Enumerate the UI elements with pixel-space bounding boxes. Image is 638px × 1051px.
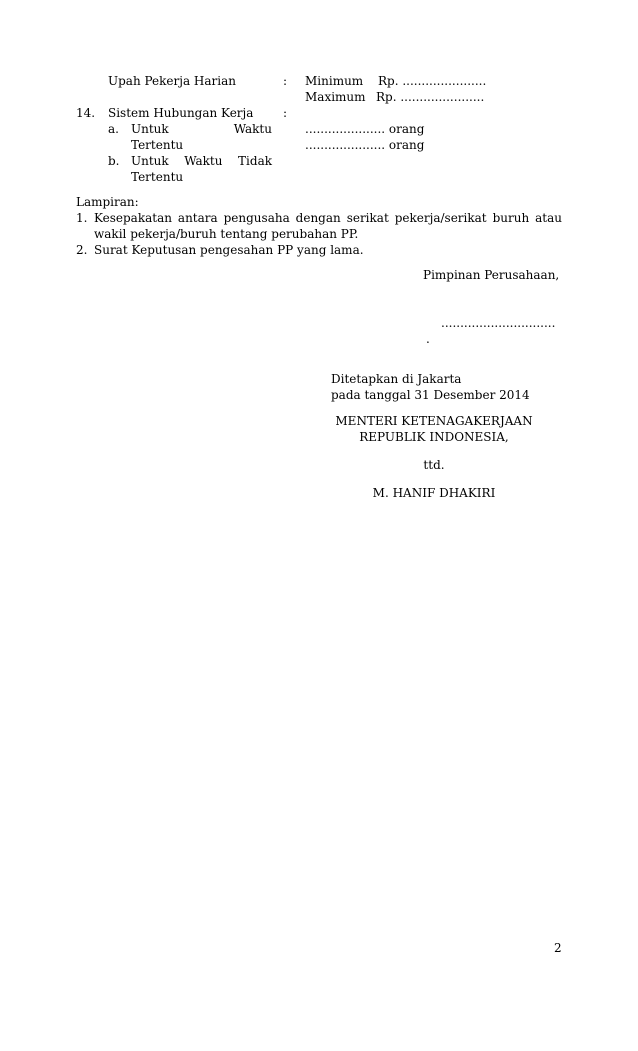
wage-colon: : bbox=[283, 74, 288, 88]
item14b-word: Waktu bbox=[184, 154, 223, 168]
enactment-date: pada tanggal 31 Desember 2014 bbox=[331, 388, 530, 402]
lampiran-word: pekerja/serikat bbox=[394, 211, 487, 225]
lampiran-word: serikat bbox=[346, 211, 389, 225]
lampiran-item1-line2: wakil pekerja/buruh tentang perubahan PP. bbox=[94, 227, 359, 241]
wage-minimum-label: Minimum bbox=[305, 74, 364, 88]
item14b-line1 bbox=[131, 153, 272, 169]
office-line2: REPUBLIK INDONESIA, bbox=[359, 430, 509, 444]
item14-label: Sistem Hubungan Kerja bbox=[108, 106, 254, 120]
wage-minimum-value: Rp. ...................... bbox=[378, 74, 487, 88]
wage-label: Upah Pekerja Harian bbox=[108, 74, 237, 88]
item14a-word: Untuk bbox=[131, 122, 169, 136]
item14-number: 14. bbox=[76, 106, 96, 120]
item14a-letter: a. bbox=[108, 122, 119, 136]
item14b-word: Untuk bbox=[131, 154, 169, 168]
lampiran-word: dengan bbox=[295, 211, 341, 225]
item14a-line1 bbox=[131, 121, 272, 137]
lampiran-word: Kesepakatan bbox=[94, 211, 172, 225]
item14b-word: Tidak bbox=[238, 154, 272, 168]
signature-title: Pimpinan Perusahaan, bbox=[423, 268, 560, 282]
item14b-value: ..................... orang bbox=[305, 138, 425, 152]
item14a-line2: Tertentu bbox=[131, 138, 184, 152]
lampiran-item2-text: Surat Keputusan pengesahan PP yang lama. bbox=[94, 243, 364, 257]
signature-dots: .............................. bbox=[441, 316, 556, 330]
signatory-name: M. HANIF DHAKIRI bbox=[372, 486, 496, 500]
lampiran-word: antara bbox=[177, 211, 218, 225]
lampiran-item2-number: 2. bbox=[76, 243, 88, 257]
wage-maximum-value: Rp. ...................... bbox=[376, 90, 485, 104]
lampiran-word: buruh bbox=[492, 211, 530, 225]
lampiran-word: pengusaha bbox=[223, 211, 290, 225]
signed-mark: ttd. bbox=[423, 458, 445, 472]
wage-maximum-label: Maximum bbox=[305, 90, 366, 104]
enactment-place: Ditetapkan di Jakarta bbox=[331, 372, 462, 386]
item14b-line2: Tertentu bbox=[131, 170, 184, 184]
lampiran-item1-number: 1. bbox=[76, 211, 88, 225]
lampiran-item1-line1 bbox=[94, 210, 562, 226]
signature-period: . bbox=[426, 332, 430, 346]
office-line1: MENTERI KETENAGAKERJAAN bbox=[335, 414, 533, 428]
item14a-word: Waktu bbox=[233, 122, 272, 136]
lampiran-word: atau bbox=[535, 211, 562, 225]
item14-colon: : bbox=[283, 106, 288, 120]
page-number: 2 bbox=[554, 941, 562, 955]
item14a-value: ..................... orang bbox=[305, 122, 425, 136]
lampiran-heading: Lampiran: bbox=[76, 195, 139, 209]
item14b-letter: b. bbox=[108, 154, 120, 168]
